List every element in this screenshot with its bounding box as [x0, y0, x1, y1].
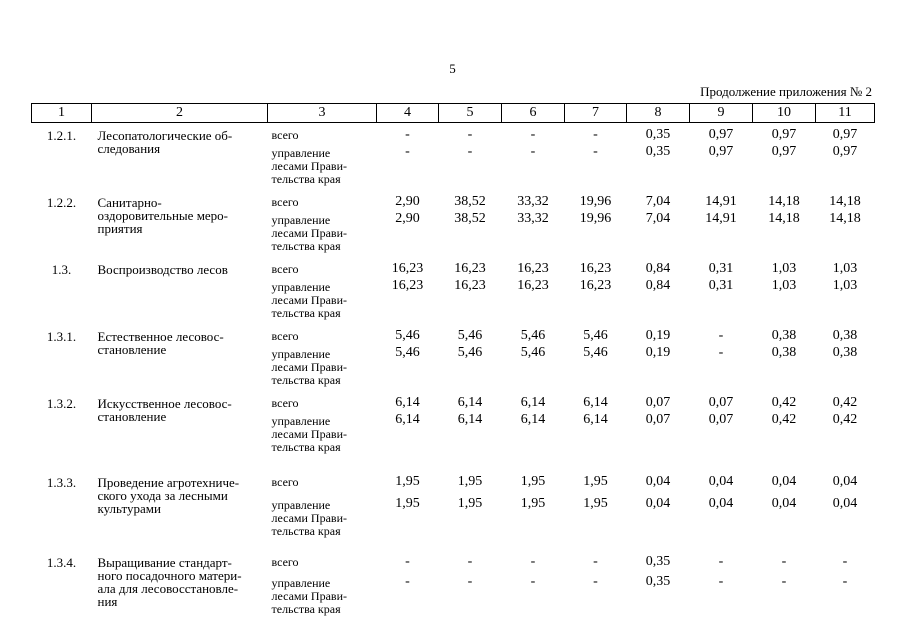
value-cell: - — [593, 127, 598, 142]
value-cell: 0,97 — [771, 144, 797, 159]
value-cell: - — [718, 328, 724, 343]
value-cell: - — [530, 574, 536, 589]
value-cell: 0,35 — [645, 554, 671, 569]
value-cell: 0,84 — [645, 261, 671, 276]
column-header: 2 — [92, 104, 268, 123]
value-cell: 0,04 — [645, 496, 671, 511]
value-cell: 0,97 — [708, 127, 734, 142]
value-cell: 0,07 — [708, 412, 734, 427]
value-cell: 19,96 — [579, 194, 612, 209]
value-cell: 0,07 — [708, 395, 734, 410]
row-source: всего — [271, 195, 299, 209]
value-cell: 0,07 — [645, 412, 671, 427]
value-cell: - — [718, 574, 724, 589]
table-row — [32, 470, 875, 494]
value-cell: 38,52 — [454, 194, 486, 209]
row-source: управление лесами Прави- тельства края — [271, 146, 348, 186]
value-cell: 0,04 — [832, 496, 858, 511]
value-cell: 6,14 — [583, 395, 608, 410]
row-name: Воспроизводство лесов — [97, 262, 228, 277]
table-row — [32, 550, 875, 572]
value-cell: 1,95 — [395, 474, 420, 489]
row-name: Санитарно- оздоровительные меро- приятия — [97, 195, 229, 236]
value-cell: 0,04 — [645, 474, 671, 489]
value-cell: 5,46 — [583, 328, 608, 343]
value-cell: - — [593, 574, 598, 589]
value-cell: 5,46 — [457, 328, 483, 343]
value-cell: 38,52 — [454, 211, 486, 226]
value-cell: 1,95 — [457, 474, 483, 489]
column-header: 5 — [439, 104, 502, 123]
column-header: 7 — [565, 104, 627, 123]
value-cell: 2,90 — [395, 194, 420, 209]
value-cell: - — [405, 127, 410, 142]
column-header: 1 — [32, 104, 92, 123]
value-cell: 0,97 — [832, 144, 858, 159]
table-row — [32, 123, 875, 143]
value-cell: 16,23 — [391, 278, 424, 293]
column-header: 3 — [268, 104, 377, 123]
value-cell: - — [842, 554, 848, 569]
table-row — [32, 257, 875, 276]
value-cell: 5,46 — [583, 345, 608, 360]
value-cell: - — [781, 574, 787, 589]
value-cell: 0,84 — [645, 278, 671, 293]
value-cell: 0,04 — [708, 496, 734, 511]
value-cell: 14,18 — [829, 211, 861, 226]
row-code: 1.3.1. — [46, 329, 77, 344]
value-cell: - — [405, 554, 410, 569]
value-cell: 0,38 — [832, 328, 858, 343]
value-cell: 0,42 — [771, 395, 797, 410]
row-code: 1.3.4. — [46, 555, 77, 570]
table-row — [32, 190, 875, 209]
value-cell: 6,14 — [520, 395, 546, 410]
value-cell: 16,23 — [579, 261, 612, 276]
value-cell: 14,18 — [829, 194, 861, 209]
value-cell: 0,42 — [832, 412, 858, 427]
column-header: 11 — [816, 104, 875, 123]
row-name: Искусственное лесовос- становление — [97, 396, 232, 424]
value-cell: 5,46 — [520, 345, 546, 360]
value-cell: 0,97 — [832, 127, 858, 142]
row-source: управление лесами Прави- тельства края — [271, 213, 348, 253]
value-cell: 33,32 — [517, 211, 549, 226]
table-header-row — [32, 104, 875, 123]
row-source: всего — [271, 475, 299, 489]
value-cell: 6,14 — [395, 395, 420, 410]
value-cell: 6,14 — [520, 412, 546, 427]
value-cell: 0,42 — [771, 412, 797, 427]
value-cell: - — [593, 554, 598, 569]
value-cell: 0,97 — [708, 144, 734, 159]
value-cell: 0,31 — [708, 278, 734, 293]
row-source: всего — [271, 329, 299, 343]
value-cell: 0,97 — [771, 127, 797, 142]
value-cell: 6,14 — [457, 395, 483, 410]
column-header: 9 — [690, 104, 753, 123]
row-name: Естественное лесовос- становление — [97, 329, 224, 357]
value-cell: 5,46 — [457, 345, 483, 360]
row-name: Лесопатологические об- следования — [97, 128, 233, 156]
value-cell: - — [405, 574, 410, 589]
value-cell: - — [530, 554, 536, 569]
row-source: управление лесами Прави- тельства края — [271, 280, 348, 320]
value-cell: 0,07 — [645, 395, 671, 410]
row-source: управление лесами Прави- тельства края — [271, 576, 348, 616]
row-source: управление лесами Прави- тельства края — [271, 414, 348, 454]
table-row — [32, 324, 875, 343]
value-cell: 16,23 — [391, 261, 424, 276]
value-cell: 14,91 — [705, 194, 737, 209]
column-header: 10 — [753, 104, 816, 123]
row-source: всего — [271, 396, 299, 410]
value-cell: 0,04 — [708, 474, 734, 489]
value-cell: - — [467, 144, 473, 159]
column-header: 6 — [502, 104, 565, 123]
value-cell: 1,95 — [583, 496, 608, 511]
table-row — [32, 391, 875, 410]
row-name: Выращивание стандарт- ного посадочного матери- ала для лесовосстановле- ния — [97, 555, 242, 609]
row-name: Проведение агротехниче- ского ухода за лесными культурами — [97, 475, 240, 516]
value-cell: - — [530, 144, 536, 159]
value-cell: - — [467, 574, 473, 589]
row-source: всего — [271, 555, 299, 569]
value-cell: 0,04 — [771, 474, 797, 489]
data-table — [31, 103, 875, 620]
row-code: 1.3.2. — [46, 396, 77, 411]
continuation-note: Продолжение приложения № 2 — [700, 84, 872, 99]
value-cell: 14,18 — [768, 194, 800, 209]
value-cell: 0,35 — [645, 127, 671, 142]
value-cell: 0,04 — [771, 496, 797, 511]
value-cell: 6,14 — [395, 412, 420, 427]
value-cell: 0,04 — [832, 474, 858, 489]
value-cell: 0,42 — [832, 395, 858, 410]
value-cell: 1,95 — [395, 496, 420, 511]
value-cell: 1,95 — [583, 474, 608, 489]
value-cell: 1,03 — [832, 261, 858, 276]
value-cell: 14,91 — [705, 211, 737, 226]
row-code: 1.3.3. — [46, 475, 77, 490]
value-cell: 6,14 — [457, 412, 483, 427]
value-cell: 0,38 — [832, 345, 858, 360]
row-code: 1.2.2. — [46, 195, 77, 210]
row-source: всего — [271, 128, 299, 142]
row-source: управление лесами Прави- тельства края — [271, 498, 348, 538]
value-cell: 16,23 — [517, 261, 549, 276]
value-cell: 1,95 — [457, 496, 483, 511]
value-cell: 0,38 — [771, 328, 797, 343]
value-cell: 19,96 — [579, 211, 612, 226]
value-cell: 14,18 — [768, 211, 800, 226]
value-cell: 33,32 — [517, 194, 549, 209]
value-cell: - — [467, 554, 473, 569]
page-number: 5 — [449, 61, 456, 76]
value-cell: 0,19 — [645, 328, 671, 343]
row-code: 1.3. — [51, 262, 72, 277]
value-cell: - — [530, 127, 536, 142]
value-cell: 6,14 — [583, 412, 608, 427]
value-cell: 0,31 — [708, 261, 734, 276]
value-cell: - — [781, 554, 787, 569]
value-cell: 16,23 — [454, 278, 486, 293]
value-cell: 7,04 — [645, 211, 671, 226]
value-cell: - — [718, 554, 724, 569]
column-header: 8 — [627, 104, 690, 123]
row-source: всего — [271, 262, 299, 276]
row-source: управление лесами Прави- тельства края — [271, 347, 348, 387]
value-cell: 7,04 — [645, 194, 671, 209]
value-cell: - — [842, 574, 848, 589]
value-cell: 1,03 — [771, 278, 797, 293]
value-cell: 1,95 — [520, 474, 546, 489]
value-cell: 16,23 — [579, 278, 612, 293]
column-header: 4 — [377, 104, 439, 123]
value-cell: 0,19 — [645, 345, 671, 360]
value-cell: 5,46 — [520, 328, 546, 343]
value-cell: 1,03 — [832, 278, 858, 293]
value-cell: 0,35 — [645, 144, 671, 159]
value-cell: 5,46 — [395, 328, 420, 343]
value-cell: 1,03 — [771, 261, 797, 276]
value-cell: 0,38 — [771, 345, 797, 360]
value-cell: 16,23 — [454, 261, 486, 276]
value-cell: 2,90 — [395, 211, 420, 226]
value-cell: 5,46 — [395, 345, 420, 360]
value-cell: 16,23 — [517, 278, 549, 293]
value-cell: - — [467, 127, 473, 142]
value-cell: - — [405, 144, 410, 159]
value-cell: 0,35 — [645, 574, 671, 589]
value-cell: 1,95 — [520, 496, 546, 511]
value-cell: - — [718, 345, 724, 360]
row-code: 1.2.1. — [46, 128, 77, 143]
value-cell: - — [593, 144, 598, 159]
